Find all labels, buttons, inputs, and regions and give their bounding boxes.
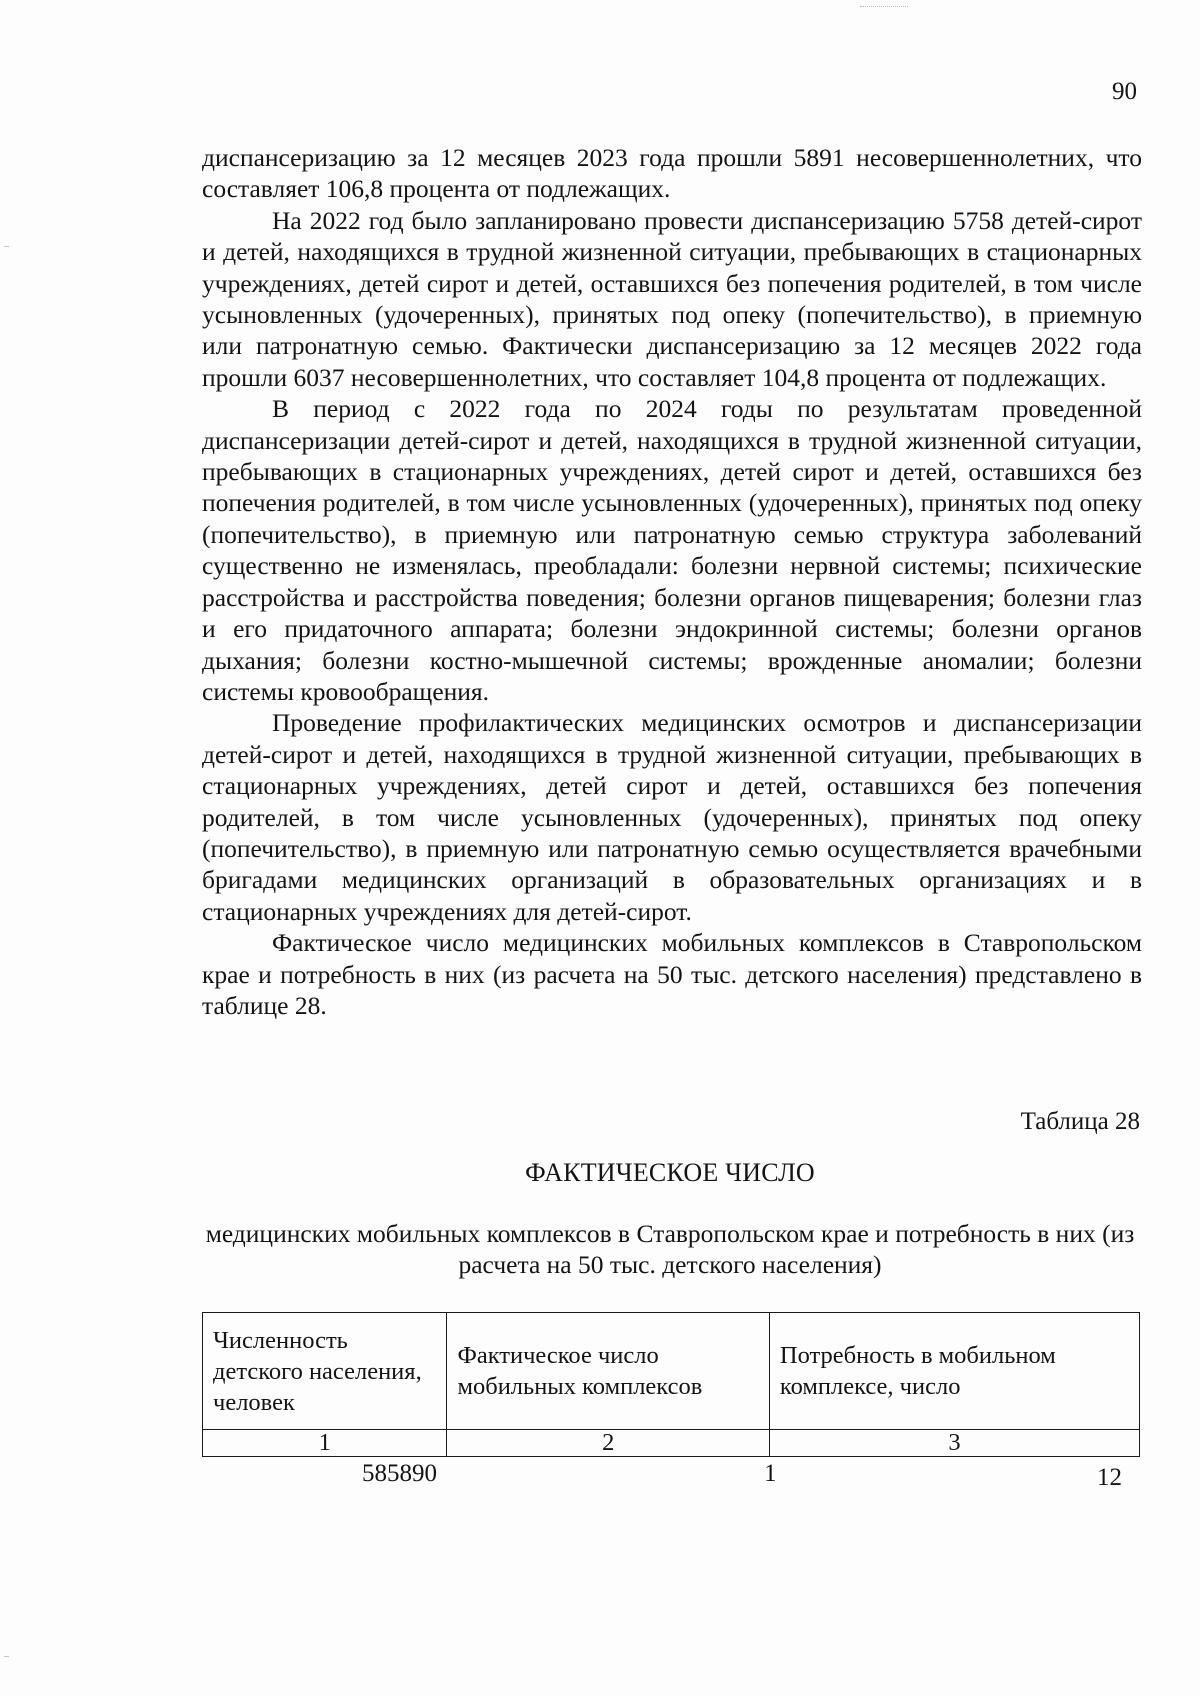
column-header: Численность детского населения, человек (203, 1313, 447, 1430)
paragraph: На 2022 год было запланировано провести диспансеризацию 5758 детей-сирот и детей, находящихся в трудной жизненной ситуации, пребывающих в стационарных учреждениях, детей сирот и детей, оставшихся без попечения родителей, в том числе усыновленных (удочеренных), принятых под опеку (попечительство), в приемную или патронатную семью. Фактически диспансеризацию за 12 месяцев 2022 года прошли 6037 несовершеннолетних, что составляет 104,8 процента от подлежащих. (202, 205, 1142, 392)
paragraph: диспансеризацию за 12 месяцев 2023 года прошли 5891 несовершеннолетних, что составляет 106,8 процента от подлежащих. (202, 143, 1142, 204)
table-label: Таблица 28 (1020, 1108, 1140, 1135)
table-title: ФАКТИЧЕСКОЕ ЧИСЛО (525, 1158, 815, 1187)
scan-artifact (4, 1656, 9, 1657)
body-text (202, 142, 1142, 1021)
table-header-row (203, 1313, 1140, 1430)
table-cell: 1 (764, 1460, 777, 1487)
column-number: 3 (769, 1430, 1139, 1457)
page-number: 90 (1112, 78, 1137, 105)
column-number-row (203, 1430, 1140, 1457)
table-subtitle: медицинских мобильных комплексов в Ставропольском крае и потребность в них (из расчета на 50 тыс. детского населения) (205, 1219, 1135, 1279)
table-cell: 12 (1097, 1464, 1122, 1491)
paragraph: В период с 2022 года по 2024 годы по результатам проведенной диспансеризации детей-сирот и детей, находящихся в трудной жизненной ситуации, пребывающих в стационарных учреждениях, детей сирот и детей, оставшихся без попечения родителей, в том числе усыновленных (удочеренных), принятых под опеку (попечительство), в приемную или патронатную семью структура заболеваний существенно не изменялась, преобладали: болезни нервной системы; психические расстройства и расстройства поведения; болезни органов пищеварения; болезни глаз и его придаточного аппарата; болезни эндокринной системы; болезни органов дыхания; болезни костно-мышечной системы; врожденные аномалии; болезни системы кровообращения. (202, 394, 1142, 706)
paragraph: Фактическое число медицинских мобильных комплексов в Ставропольском крае и потребность в них (из расчета на 50 тыс. детского населения) представлено в таблице 28. (202, 928, 1142, 1020)
column-header: Потребность в мобильном комплексе, число (769, 1313, 1139, 1430)
column-header: Фактическое число мобильных комплексов (447, 1313, 769, 1430)
table-row (202, 1460, 1140, 1492)
table-cell: 585890 (362, 1460, 437, 1487)
column-number: 2 (447, 1430, 769, 1457)
scan-artifact (860, 6, 908, 9)
scan-artifact (4, 246, 9, 247)
paragraph: Проведение профилактических медицинских осмотров и диспансеризации детей-сирот и детей, находящихся в трудной жизненной ситуации, пребывающих в стационарных учреждениях, детей сирот и детей, оставшихся без попечения родителей, в том числе усыновленных (удочеренных), принятых под опеку (попечительство), в приемную или патронатную семью осуществляется врачебными бригадами медицинских организаций в образовательных организациях и в стационарных учреждениях для детей-сирот. (202, 708, 1142, 926)
data-table (202, 1312, 1140, 1457)
column-number: 1 (203, 1430, 447, 1457)
